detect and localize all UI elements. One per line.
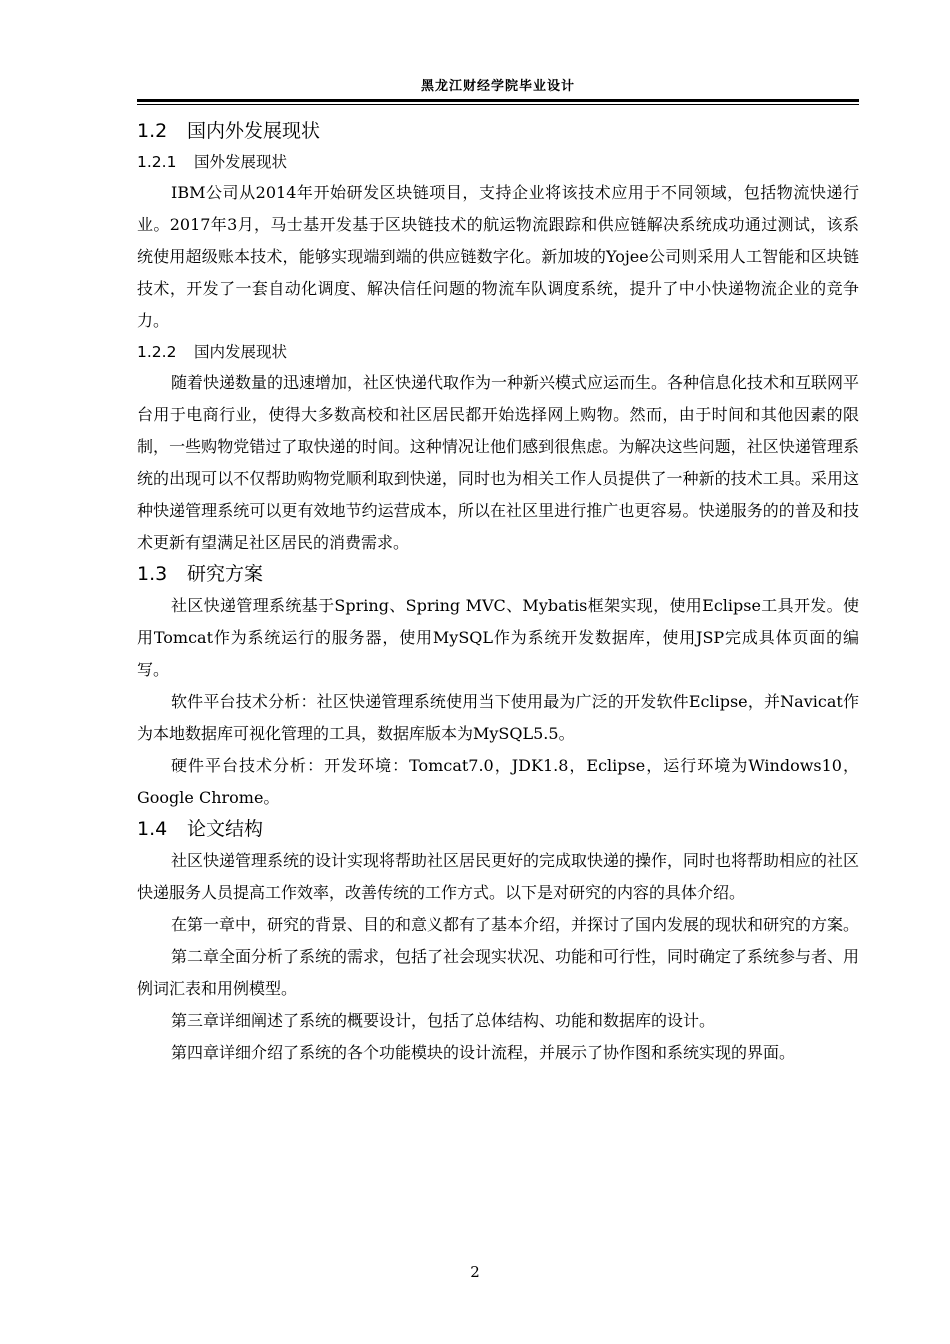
heading-text: 论文结构 <box>187 818 264 840</box>
running-header: 黑龙江财经学院毕业设计 <box>420 79 575 94</box>
paragraph: 社区快递管理系统基于Spring、Spring MVC、Mybatis框架实现，使用Eclipse工具开发。使用Tomcat作为系统运行的服务器，使用MySQL作为系统开发数据库，使用JSP完成具体页面的编写。 <box>137 596 859 679</box>
heading-text: 研究方案 <box>187 563 264 585</box>
header-rule-thin <box>137 104 859 105</box>
heading-number: 1.2.1 <box>137 153 177 171</box>
section-heading-1-2 <box>137 116 859 147</box>
subsection-heading-1-2-1 <box>137 147 859 177</box>
body-content <box>137 116 859 1069</box>
heading-text: 国外发展现状 <box>194 153 288 171</box>
paragraph: 随着快递数量的迅速增加，社区快递代取作为一种新兴模式应运而生。各种信息化技术和互联网平台用于电商行业，使得大多数高校和社区居民都开始选择网上购物。然而，由于时间和其他因素的限制，一些购物党错过了取快递的时间。这种情况让他们感到很焦虑。为解决这些问题，社区快递管理系统的出现可以不仅帮助购物党顺利取到快递，同时也为相关工作人员提供了一种新的技术工具。采用这种快递管理系统可以更有效地节约运营成本，所以在社区里进行推广也更容易。快递服务的的普及和技术更新有望满足社区居民的消费需求。 <box>137 373 860 552</box>
subsection-heading-1-2-2 <box>137 337 859 367</box>
section-heading-1-3 <box>137 559 859 590</box>
paragraph: 第三章详细阐述了系统的概要设计，包括了总体结构、功能和数据库的设计。 <box>171 1011 716 1030</box>
heading-number: 1.4 <box>137 818 168 840</box>
header-rule-thick <box>137 99 859 102</box>
heading-text: 国内发展现状 <box>194 343 288 361</box>
paragraph: 在第一章中，研究的背景、目的和意义都有了基本介绍，并探讨了国内发展的现状和研究的方案。 <box>171 915 860 934</box>
paragraph: 第二章全面分析了系统的需求，包括了社会现实状况、功能和可行性，同时确定了系统参与者、用例词汇表和用例模型。 <box>137 947 860 998</box>
paragraph: 硬件平台技术分析：开发环境：Tomcat7.0，JDK1.8，Eclipse，运行环境为Windows10，Google Chrome。 <box>137 756 859 807</box>
section-heading-1-4 <box>137 814 859 845</box>
heading-number: 1.2 <box>137 120 168 142</box>
paragraph: 软件平台技术分析：社区快递管理系统使用当下使用最为广泛的开发软件Eclipse，并Navicat作为本地数据库可视化管理的工具，数据库版本为MySQL5.5。 <box>137 692 859 743</box>
page-number: 2 <box>470 1263 480 1281</box>
heading-number: 1.3 <box>137 563 168 585</box>
heading-number: 1.2.2 <box>137 343 177 361</box>
paragraph: IBM公司从2014年开始研发区块链项目，支持企业将该技术应用于不同领域，包括物流快递行业。2017年3月，马士基开发基于区块链技术的航运物流跟踪和供应链解决系统成功通过测试，该系统使用超级账本技术，能够实现端到端的供应链数字化。新加坡的Yojee公司则采用人工智能和区块链技术，开发了一套自动化调度、解决信任问题的物流车队调度系统，提升了中小快递物流企业的竞争力。 <box>137 183 859 330</box>
heading-text: 国内外发展现状 <box>187 120 321 142</box>
paragraph: 第四章详细介绍了系统的各个功能模块的设计流程，并展示了协作图和系统实现的界面。 <box>171 1043 796 1062</box>
paragraph: 社区快递管理系统的设计实现将帮助社区居民更好的完成取快递的操作，同时也将帮助相应的社区快递服务人员提高工作效率，改善传统的工作方式。以下是对研究的内容的具体介绍。 <box>137 851 860 902</box>
